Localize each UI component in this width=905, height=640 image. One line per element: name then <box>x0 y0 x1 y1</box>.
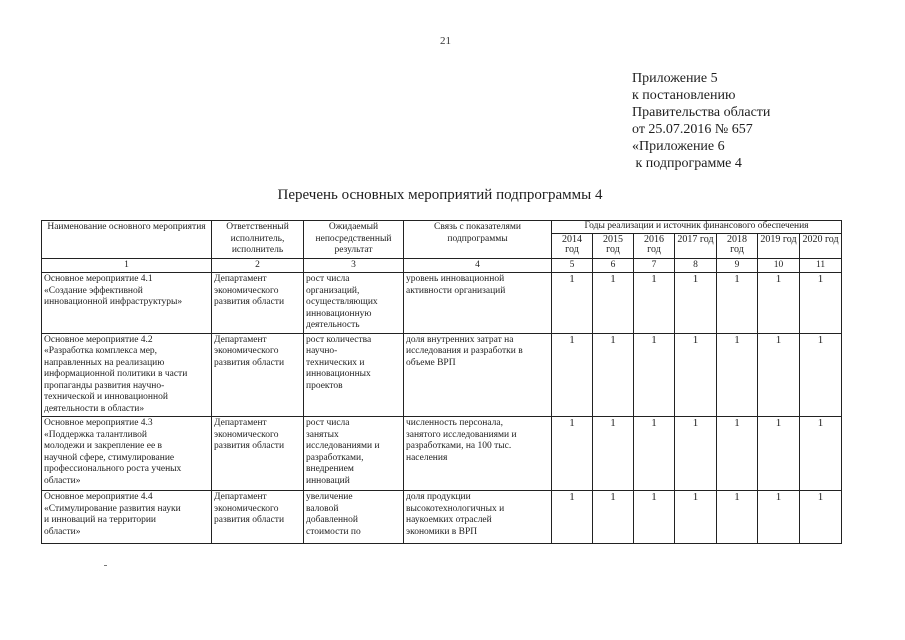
header-year: 2017 год <box>675 234 717 258</box>
year-value: 1 <box>634 333 675 417</box>
event-result: увеличение валовой добавленной стоимости по <box>304 491 404 544</box>
event-indicator-link: доля внутренних затрат на исследования и разработки в объеме ВРП <box>404 333 552 417</box>
table-row <box>42 273 842 334</box>
year-value: 1 <box>634 273 675 334</box>
column-number: 3 <box>304 258 404 273</box>
year-value: 1 <box>758 417 800 491</box>
page-number: 21 <box>440 35 451 47</box>
year-value: 1 <box>593 273 634 334</box>
event-executor: Департамент экономического развития области <box>212 417 304 491</box>
year-value: 1 <box>800 333 842 417</box>
year-value: 1 <box>717 491 758 544</box>
year-value: 1 <box>634 491 675 544</box>
year-value: 1 <box>552 417 593 491</box>
scan-speck <box>104 565 107 566</box>
year-value: 1 <box>800 491 842 544</box>
events-table <box>41 220 842 544</box>
year-value: 1 <box>552 273 593 334</box>
event-name: Основное мероприятие 4.1 «Создание эффективной инновационной инфраструктуры» <box>42 273 212 334</box>
year-value: 1 <box>717 417 758 491</box>
column-number: 8 <box>675 258 717 273</box>
event-name: Основное мероприятие 4.2 «Разработка комплекса мер, направленных на реализацию информационной политики в части пропаганды развития научно- технической и инновационной деятельности в области» <box>42 333 212 417</box>
header-result: Ожидаемый непосредственный результат <box>304 221 404 259</box>
column-number: 4 <box>404 258 552 273</box>
year-value: 1 <box>552 491 593 544</box>
event-executor: Департамент экономического развития области <box>212 273 304 334</box>
year-value: 1 <box>800 417 842 491</box>
year-value: 1 <box>717 273 758 334</box>
year-value: 1 <box>800 273 842 334</box>
document-title: Перечень основных мероприятий подпрограммы 4 <box>277 187 603 203</box>
event-indicator-link: доля продукции высокотехнологичных и наукоемких отраслей экономики в ВРП <box>404 491 552 544</box>
event-name: Основное мероприятие 4.3 «Поддержка талантливой молодежи и закрепление ее в научной сфере, стимулирование профессионального роста ученых области» <box>42 417 212 491</box>
year-value: 1 <box>675 491 717 544</box>
year-value: 1 <box>758 273 800 334</box>
event-indicator-link: уровень инновационной активности организаций <box>404 273 552 334</box>
column-number: 10 <box>758 258 800 273</box>
year-value: 1 <box>593 491 634 544</box>
header-year: 2020 год <box>800 234 842 258</box>
table-row <box>42 491 842 544</box>
header-row-top <box>42 221 842 234</box>
year-value: 1 <box>675 333 717 417</box>
column-number: 7 <box>634 258 675 273</box>
event-executor: Департамент экономического развития области <box>212 333 304 417</box>
header-year: 2018 год <box>717 234 758 258</box>
column-number-row <box>42 258 842 273</box>
header-name: Наименование основного мероприятия <box>42 221 212 259</box>
table-row <box>42 417 842 491</box>
column-number: 9 <box>717 258 758 273</box>
year-value: 1 <box>675 273 717 334</box>
column-number: 6 <box>593 258 634 273</box>
event-result: рост числа занятых исследованиями и разработками, внедрением инноваций <box>304 417 404 491</box>
event-result: рост количества научно- технических и инновационных проектов <box>304 333 404 417</box>
year-value: 1 <box>717 333 758 417</box>
year-value: 1 <box>758 333 800 417</box>
year-value: 1 <box>758 491 800 544</box>
header-year: 2015 год <box>593 234 634 258</box>
event-executor: Департамент экономического развития области <box>212 491 304 544</box>
event-result: рост числа организаций, осуществляющих инновационную деятельность <box>304 273 404 334</box>
column-number: 5 <box>552 258 593 273</box>
column-number: 11 <box>800 258 842 273</box>
year-value: 1 <box>675 417 717 491</box>
column-number: 2 <box>212 258 304 273</box>
header-executor: Ответственный исполнитель, исполнитель <box>212 221 304 259</box>
header-year: 2019 год <box>758 234 800 258</box>
year-value: 1 <box>593 333 634 417</box>
table-row <box>42 333 842 417</box>
year-value: 1 <box>593 417 634 491</box>
event-name: Основное мероприятие 4.4 «Стимулирование развития науки и инноваций на территории области» <box>42 491 212 544</box>
header-link: Связь с показателями подпрограммы <box>404 221 552 259</box>
event-indicator-link: численность персонала, занятого исследованиями и разработками, на 100 тыс. населения <box>404 417 552 491</box>
header-year: 2014 год <box>552 234 593 258</box>
annex-reference-block: Приложение 5 к постановлению Правительства области от 25.07.2016 № 657 «Приложение 6 к подпрограмме 4 <box>632 71 771 171</box>
header-years-group: Годы реализации и источник финансового обеспечения <box>552 221 842 234</box>
year-value: 1 <box>552 333 593 417</box>
year-value: 1 <box>634 417 675 491</box>
column-number: 1 <box>42 258 212 273</box>
header-year: 2016 год <box>634 234 675 258</box>
